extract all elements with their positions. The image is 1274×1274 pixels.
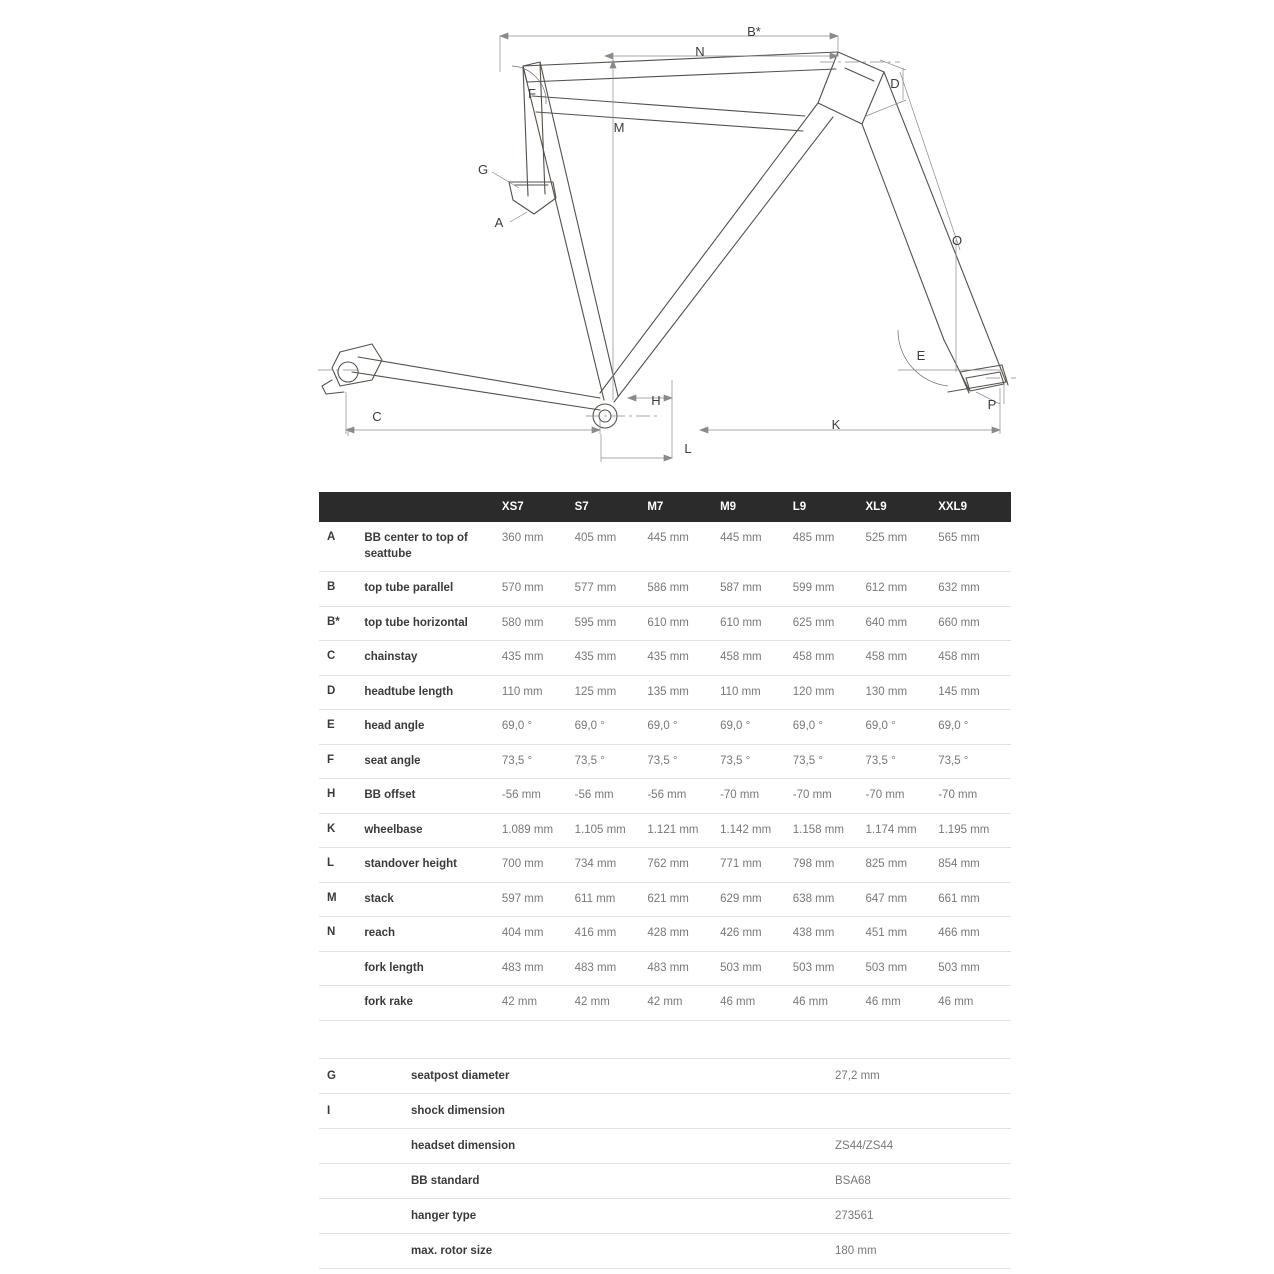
diagram-label-g: G <box>477 162 489 177</box>
row-value: 762 mm <box>647 858 689 871</box>
row-value: 565 mm <box>938 532 980 544</box>
row-value: 625 mm <box>792 616 835 629</box>
row-name: head angle <box>364 720 425 733</box>
row-name: reach <box>364 927 396 940</box>
row-value: 404 mm <box>501 927 544 940</box>
table-row <box>319 1129 1011 1164</box>
row-value: 445 mm <box>720 532 762 544</box>
spec-letter: I <box>327 1105 331 1117</box>
row-value: 110 mm <box>501 685 543 698</box>
header-size-xs7: XS7 <box>502 492 575 522</box>
row-value: 798 mm <box>792 858 835 871</box>
spec-name: shock dimension <box>411 1105 505 1117</box>
seat-tube-shape <box>523 62 618 400</box>
row-value: 1.089 mm <box>501 823 554 836</box>
row-value: 629 mm <box>720 892 762 905</box>
row-value: 445 mm <box>647 532 689 544</box>
row-value: 135 mm <box>647 685 689 698</box>
row-letter <box>319 986 364 1021</box>
row-value: 42 mm <box>574 996 610 1009</box>
row-value: 405 mm <box>574 532 617 544</box>
row-value: 69,0 ° <box>720 720 751 733</box>
diagram-label-n: N <box>695 44 705 59</box>
row-value: 73,5 ° <box>647 754 678 767</box>
table-row <box>319 1199 1011 1234</box>
row-value: -56 mm <box>574 789 614 802</box>
row-name: headtube length <box>364 685 454 698</box>
table-row <box>319 779 1011 814</box>
row-value: 595 mm <box>574 616 617 629</box>
row-value: 145 mm <box>938 685 980 698</box>
row-name: BB offset <box>364 789 416 802</box>
row-value: 73,5 ° <box>865 754 896 767</box>
row-letter: C <box>327 650 336 663</box>
row-name: top tube parallel <box>364 582 454 595</box>
row-value: 825 mm <box>865 858 908 871</box>
head-tube-shape <box>818 52 884 124</box>
row-value: 1.195 mm <box>938 823 990 836</box>
geometry-table <box>319 492 1011 1021</box>
row-letter: K <box>327 822 336 835</box>
chain-stay-shape <box>352 357 600 410</box>
spec-value: 27,2 mm <box>835 1070 880 1082</box>
row-value: 483 mm <box>647 961 689 974</box>
row-value: 130 mm <box>865 685 908 698</box>
diagram-label-bstar: B* <box>747 24 761 39</box>
row-value: 1.142 mm <box>720 823 772 836</box>
row-value: 46 mm <box>865 996 901 1009</box>
table-row <box>319 641 1011 676</box>
table-row <box>319 1234 1011 1269</box>
row-name: wheelbase <box>364 823 423 836</box>
row-value: 458 mm <box>865 651 908 664</box>
row-value: -70 mm <box>865 789 905 802</box>
table-row <box>319 986 1011 1021</box>
diagram-label-m: M <box>613 120 625 135</box>
row-value: 42 mm <box>501 996 538 1009</box>
row-letter: F <box>327 753 335 766</box>
row-value: -56 mm <box>501 789 541 802</box>
row-value: 69,0 ° <box>938 720 969 733</box>
row-value: 503 mm <box>865 961 908 974</box>
spec-letter <box>319 1234 411 1269</box>
diagram-label-k: K <box>831 417 841 432</box>
table-row <box>319 951 1011 986</box>
row-name: stack <box>364 892 394 905</box>
top-tube-shape <box>523 52 838 82</box>
row-value: 435 mm <box>647 651 689 664</box>
diagram-label-l: L <box>684 441 692 456</box>
row-value: -56 mm <box>647 789 687 802</box>
row-value: 46 mm <box>720 996 756 1009</box>
row-value: 435 mm <box>574 651 617 664</box>
row-value: 483 mm <box>501 961 544 974</box>
spec-table-body <box>319 1059 1011 1269</box>
row-letter: E <box>327 719 335 732</box>
table-row <box>319 522 1011 572</box>
row-letter: D <box>327 684 336 697</box>
row-value: 69,0 ° <box>792 720 823 733</box>
row-name: standover height <box>364 858 457 871</box>
row-value: 120 mm <box>792 685 835 698</box>
table-row <box>319 1059 1011 1094</box>
table-row <box>319 1094 1011 1129</box>
header-size-xl9: XL9 <box>866 492 939 522</box>
row-value: 610 mm <box>720 616 762 629</box>
row-value: 69,0 ° <box>647 720 678 733</box>
row-value: 587 mm <box>720 582 762 595</box>
table-row <box>319 606 1011 641</box>
row-value: 638 mm <box>792 892 835 905</box>
spec-name: hanger type <box>411 1210 477 1222</box>
row-letter: B <box>327 581 336 594</box>
header-measure <box>364 492 502 522</box>
spec-value: 273561 <box>835 1210 874 1222</box>
row-value: 73,5 ° <box>574 754 605 767</box>
row-value: 700 mm <box>501 858 544 871</box>
row-value: 580 mm <box>501 616 544 629</box>
table-row <box>319 917 1011 952</box>
header-size-m9: M9 <box>720 492 793 522</box>
row-value: -70 mm <box>938 789 978 802</box>
table-row <box>319 882 1011 917</box>
table-row <box>319 813 1011 848</box>
row-value: 416 mm <box>574 927 617 940</box>
row-value: 69,0 ° <box>865 720 896 733</box>
row-value: -70 mm <box>720 789 760 802</box>
header-size-s7: S7 <box>575 492 648 522</box>
row-value: 503 mm <box>792 961 835 974</box>
diagram-label-o: O <box>951 233 963 248</box>
spec-value <box>835 1094 1011 1129</box>
row-value: 610 mm <box>647 616 689 629</box>
row-value: 110 mm <box>720 685 761 698</box>
row-value: -70 mm <box>792 789 832 802</box>
spec-letter <box>319 1129 411 1164</box>
row-value: 1.174 mm <box>865 823 917 836</box>
diagram-label-e: E <box>916 348 926 363</box>
header-letter <box>319 492 364 522</box>
spec-name: seatpost diameter <box>411 1070 510 1082</box>
row-value: 1.121 mm <box>647 823 699 836</box>
table-row <box>319 744 1011 779</box>
spec-table <box>319 1058 1011 1269</box>
header-size-l9: L9 <box>793 492 866 522</box>
spec-name: BB standard <box>411 1175 480 1187</box>
row-value: 599 mm <box>792 582 835 595</box>
row-name: top tube horizontal <box>364 616 468 629</box>
diagram-label-c: C <box>372 409 382 424</box>
row-value: 640 mm <box>865 616 908 629</box>
row-name: fork length <box>364 961 424 974</box>
row-value: 73,5 ° <box>792 754 823 767</box>
row-value: 69,0 ° <box>574 720 605 733</box>
row-value: 734 mm <box>574 858 617 871</box>
row-letter: N <box>327 926 336 939</box>
row-letter <box>319 951 364 986</box>
diagram-label-h: H <box>651 393 661 408</box>
row-value: 360 mm <box>501 532 544 544</box>
header-size-m7: M7 <box>647 492 720 522</box>
row-value: 660 mm <box>938 616 980 629</box>
row-value: 46 mm <box>938 996 974 1009</box>
geometry-table-body <box>319 522 1011 1020</box>
geometry-diagram <box>0 0 1274 480</box>
spec-letter: G <box>327 1070 336 1082</box>
row-value: 661 mm <box>938 892 980 905</box>
row-name: BB center to top of seattube <box>364 532 468 560</box>
diagram-label-d: D <box>890 76 900 91</box>
row-value: 428 mm <box>647 927 689 940</box>
row-value: 771 mm <box>720 858 762 871</box>
row-value: 577 mm <box>574 582 617 595</box>
row-name: chainstay <box>364 651 418 664</box>
row-value: 485 mm <box>792 532 835 544</box>
spec-name: max. rotor size <box>411 1245 493 1257</box>
spec-value: ZS44/ZS44 <box>835 1140 894 1152</box>
row-value: 647 mm <box>865 892 908 905</box>
row-value: 426 mm <box>720 927 762 940</box>
row-value: 611 mm <box>574 892 616 905</box>
spec-letter <box>319 1164 411 1199</box>
row-value: 69,0 ° <box>501 720 533 733</box>
row-value: 458 mm <box>720 651 762 664</box>
row-value: 483 mm <box>574 961 617 974</box>
spec-value: BSA68 <box>835 1175 871 1187</box>
diagram-label-p: P <box>987 397 997 412</box>
diagram-label-a: A <box>494 215 504 230</box>
table-row <box>319 1164 1011 1199</box>
spec-value: 180 mm <box>835 1245 877 1257</box>
table-row <box>319 675 1011 710</box>
row-value: 621 mm <box>647 892 689 905</box>
row-value: 612 mm <box>865 582 908 595</box>
row-value: 42 mm <box>647 996 683 1009</box>
row-value: 458 mm <box>792 651 835 664</box>
row-letter: H <box>327 788 336 801</box>
row-value: 503 mm <box>720 961 762 974</box>
header-size-xxl9: XXL9 <box>938 492 1011 522</box>
row-letter: A <box>327 531 336 543</box>
row-value: 525 mm <box>865 532 908 544</box>
row-value: 466 mm <box>938 927 980 940</box>
row-value: 451 mm <box>865 927 908 940</box>
row-value: 458 mm <box>938 651 980 664</box>
row-value: 597 mm <box>501 892 544 905</box>
rear-dropout-shape <box>322 344 382 394</box>
row-value: 73,5 ° <box>938 754 969 767</box>
row-value: 854 mm <box>938 858 980 871</box>
diagram-label-f: F <box>528 86 536 101</box>
row-value: 1.158 mm <box>792 823 844 836</box>
row-letter: M <box>327 891 337 904</box>
down-tube-shape <box>600 103 833 402</box>
row-value: 73,5 ° <box>501 754 533 767</box>
row-value: 586 mm <box>647 582 689 595</box>
row-value: 435 mm <box>501 651 544 664</box>
table-row <box>319 710 1011 745</box>
row-value: 46 mm <box>792 996 828 1009</box>
table-row <box>319 848 1011 883</box>
row-value: 73,5 ° <box>720 754 751 767</box>
row-value: 503 mm <box>938 961 980 974</box>
row-name: fork rake <box>364 996 413 1009</box>
fork-shape <box>862 72 1008 393</box>
row-value: 125 mm <box>574 685 617 698</box>
row-name: seat angle <box>364 754 421 767</box>
spec-name: headset dimension <box>411 1140 516 1152</box>
row-value: 1.105 mm <box>574 823 626 836</box>
row-value: 570 mm <box>501 582 544 595</box>
table-header-row <box>319 492 1011 522</box>
row-letter: B* <box>327 615 340 628</box>
seat-clamp-shape <box>509 182 556 214</box>
row-letter: L <box>327 857 335 870</box>
row-value: 632 mm <box>938 582 980 595</box>
row-value: 438 mm <box>792 927 835 940</box>
geometry-table-head <box>319 492 1011 522</box>
table-row <box>319 572 1011 607</box>
spec-letter <box>319 1199 411 1234</box>
seat-stay-shape <box>532 96 805 131</box>
